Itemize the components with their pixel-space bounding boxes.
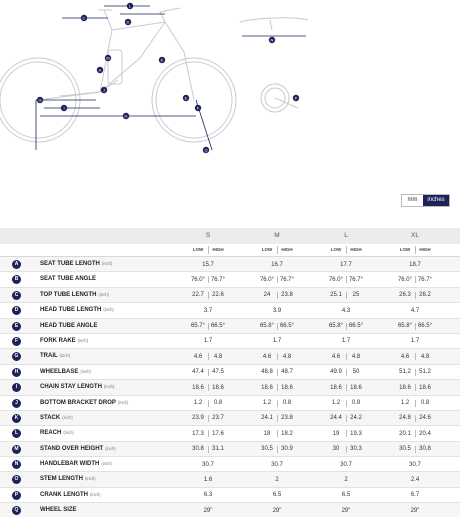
value-low: 19 [332, 430, 340, 437]
high-label: HIGH [350, 247, 362, 252]
value: 2 [275, 476, 279, 483]
value-high: 47.5 [212, 369, 224, 376]
svg-text:C: C [82, 15, 86, 21]
value-high: 24.2 [350, 415, 362, 422]
value-low: 30 [332, 446, 340, 453]
high-label: HIGH [212, 247, 224, 252]
table-row [0, 396, 460, 411]
unit-option-inches[interactable]: inches [423, 195, 449, 206]
value: 30.7 [409, 461, 421, 468]
value-high: 0.8 [213, 400, 223, 407]
svg-text:J: J [103, 87, 105, 93]
value-high: 66.5° [417, 323, 433, 330]
value-low: 48.8 [261, 369, 273, 376]
dimension-label: WHEELBASE (inch) [40, 368, 91, 375]
svg-text:Q: Q [204, 147, 208, 153]
low-high-separator [277, 246, 278, 254]
value-low: 17.3 [192, 430, 204, 437]
value: 2 [344, 476, 348, 483]
geometry-diagram [0, 0, 460, 160]
value: 6.7 [410, 492, 420, 499]
svg-text:L: L [128, 3, 132, 9]
svg-text:A: A [98, 67, 102, 73]
value-high: 30.3 [350, 446, 362, 453]
svg-text:G: G [38, 97, 42, 103]
value-low: 65.8° [328, 323, 344, 330]
low-high-separator [208, 246, 209, 254]
value-high: 76.7° [417, 276, 433, 283]
dimension-badge: D [12, 306, 21, 315]
low-label: LOW [330, 247, 342, 252]
value: 1.7 [203, 338, 213, 345]
value: 30.7 [271, 461, 283, 468]
value-high: 76.7° [279, 276, 295, 283]
value-low: 30.5 [399, 446, 411, 453]
table-row [0, 303, 460, 318]
size-header-m: M [274, 232, 280, 239]
dimension-badge: O [12, 475, 21, 484]
low-label: LOW [192, 247, 204, 252]
value: 1.6 [203, 476, 213, 483]
value-high: 17.6 [212, 430, 224, 437]
svg-text:E: E [160, 57, 164, 63]
dimension-unit: (inch) [103, 384, 115, 390]
value: 29" [203, 507, 213, 514]
dimension-label: CHAIN STAY LENGTH (inch) [40, 384, 115, 391]
dimension-badge: L [12, 429, 21, 438]
value-high: 18.6 [419, 384, 431, 391]
value-low: 4.6 [262, 353, 272, 360]
value: 29" [410, 507, 420, 514]
value-high: 0.8 [282, 400, 292, 407]
value-high: 4.8 [351, 353, 361, 360]
dimension-unit: (inch) [101, 261, 113, 266]
table-row [0, 380, 460, 395]
value-low: 18.6 [399, 384, 411, 391]
dimension-badge: A [12, 260, 21, 269]
value: 29" [341, 507, 351, 514]
table-body [0, 257, 460, 517]
table-row [0, 257, 460, 272]
value-low: 26.3 [399, 292, 411, 299]
value: 17.7 [340, 261, 352, 268]
value: 1.7 [410, 338, 420, 345]
dimension-unit: (inch) [90, 491, 101, 497]
dimension-label: WHEEL SIZE [40, 507, 77, 514]
svg-text:N: N [270, 37, 274, 43]
value-low: 23.9 [192, 415, 204, 422]
value-high: 19.3 [350, 430, 362, 437]
svg-text:D: D [126, 19, 130, 25]
dimension-label: TOP TUBE LENGTH (inch) [40, 291, 109, 298]
table-row [0, 319, 460, 334]
value-high: 50 [352, 369, 360, 376]
value-low: 65.8° [397, 323, 413, 330]
value-low: 30.5 [261, 446, 273, 453]
svg-text:I: I [63, 105, 65, 111]
dimension-badge: K [12, 414, 21, 423]
dimension-unit: (inch) [105, 445, 116, 451]
value-low: 65.7° [190, 323, 206, 330]
dimension-badge: Q [12, 506, 21, 515]
value: 15.7 [202, 261, 214, 268]
table-row [0, 488, 460, 503]
value-low: 76.0° [397, 276, 413, 283]
table-low-high-header [0, 244, 460, 257]
dimension-badge: B [12, 275, 21, 284]
dimension-unit: (inch) [62, 414, 73, 420]
value: 3.7 [203, 307, 213, 314]
value-low: 51.2 [399, 369, 411, 376]
value-low: 1.2 [400, 400, 410, 407]
size-header-s: S [205, 232, 211, 239]
dimension-label: STEM LENGTH (inch) [40, 476, 96, 483]
value-high: 18.6 [281, 384, 293, 391]
value: 30.7 [202, 461, 214, 468]
value-high: 20.4 [419, 430, 431, 437]
value-low: 4.6 [331, 353, 341, 360]
value-high: 4.8 [213, 353, 223, 360]
table-size-header [0, 228, 460, 244]
value-low: 1.2 [331, 400, 341, 407]
dimension-label: SEAT TUBE LENGTH (inch) [40, 261, 113, 267]
value-high: 51.2 [419, 369, 431, 376]
table-row [0, 503, 460, 517]
table-row [0, 272, 460, 287]
value-low: 24.8 [399, 415, 411, 422]
dimension-unit: (inch) [117, 399, 129, 405]
dimension-badge: M [12, 445, 21, 454]
value-low: 24.4 [330, 415, 342, 422]
dimension-badge: C [12, 291, 21, 300]
value: 30.7 [340, 461, 352, 468]
value-low: 25.1 [330, 292, 342, 299]
table-row [0, 349, 460, 364]
dimension-label: TRAIL (inch) [40, 353, 71, 360]
table-row [0, 457, 460, 472]
dimension-badge: J [12, 399, 21, 408]
value-high: 24.6 [419, 415, 431, 422]
value-high: 30.9 [281, 446, 293, 453]
value: 1.7 [272, 338, 282, 345]
value: 29" [272, 507, 282, 514]
table-row [0, 288, 460, 303]
value-low: 18 [263, 430, 271, 437]
value: 3.9 [272, 307, 282, 314]
value-low: 20.1 [399, 430, 411, 437]
value-high: 66.5° [210, 323, 226, 330]
dimension-label: FORK RAKE (inch) [40, 337, 89, 344]
value-high: 30.8 [419, 446, 431, 453]
bike-geometry-illustration [0, 0, 460, 160]
value-high: 76.7° [348, 276, 364, 283]
svg-text:E: E [184, 95, 188, 101]
value-low: 18.6 [192, 384, 204, 391]
value-high: 18.6 [212, 384, 224, 391]
value-high: 18.2 [281, 430, 293, 437]
value-high: 4.8 [282, 353, 292, 360]
value-high: 0.8 [420, 400, 430, 407]
value-high: 18.6 [350, 384, 362, 391]
value-high: 0.8 [351, 400, 361, 407]
value: 4.3 [341, 307, 351, 314]
value-low: 76.0° [328, 276, 344, 283]
value-low: 1.2 [262, 400, 272, 407]
value-low: 24 [263, 292, 271, 299]
value-low: 49.9 [330, 369, 342, 376]
value-low: 4.6 [400, 353, 410, 360]
value-high: 4.8 [420, 353, 430, 360]
size-header-l: L [344, 232, 348, 239]
value-high: 31.1 [212, 446, 224, 453]
table-row [0, 411, 460, 426]
dimension-unit: (inch) [63, 430, 74, 436]
value-high: 26.2 [419, 292, 431, 299]
value-high: 23.8 [281, 415, 293, 422]
value-high: 22.6 [212, 292, 224, 299]
dimension-label: STAND OVER HEIGHT (inch) [40, 445, 116, 452]
dimension-badge: N [12, 460, 21, 469]
value-high: 76.7° [210, 276, 226, 283]
dimension-label: HANDLEBAR WIDTH (inch) [40, 461, 112, 468]
value-low: 30.8 [192, 446, 204, 453]
value-low: 24.1 [261, 415, 273, 422]
dimension-label: STACK (inch) [40, 414, 73, 421]
low-high-separator [346, 246, 347, 254]
table-row [0, 334, 460, 349]
svg-text:F: F [196, 105, 200, 111]
svg-text:M: M [106, 55, 110, 61]
value-high: 66.5° [279, 323, 295, 330]
dimension-unit: (inch) [85, 476, 96, 482]
dimension-badge: H [12, 368, 21, 377]
dimension-label: HEAD TUBE LENGTH (inch) [40, 307, 114, 314]
value: 18.7 [409, 261, 421, 268]
value-low: 1.2 [193, 400, 203, 407]
value: 4.7 [410, 307, 420, 314]
value-high: 66.5° [348, 323, 364, 330]
table-row [0, 472, 460, 487]
table-row [0, 426, 460, 441]
svg-text:H: H [124, 113, 128, 119]
low-label: LOW [261, 247, 273, 252]
value: 6.5 [341, 492, 351, 499]
value: 2.4 [410, 476, 420, 483]
dimension-label: REACH (inch) [40, 430, 74, 437]
geometry-table [0, 228, 460, 517]
value-high: 25 [352, 292, 360, 299]
dimension-unit: (inch) [103, 307, 114, 313]
table-row [0, 365, 460, 380]
low-high-separator [415, 246, 416, 254]
dimension-badge: G [12, 352, 21, 361]
value-low: 18.6 [261, 384, 273, 391]
value-low: 4.6 [193, 353, 203, 360]
dimension-badge: I [12, 383, 21, 392]
dimension-label: BOTTOM BRACKET DROP (inch) [40, 399, 129, 406]
dimension-badge: E [12, 322, 21, 331]
dimension-badge: P [12, 491, 21, 500]
value: 1.7 [341, 338, 351, 345]
table-row [0, 442, 460, 457]
high-label: HIGH [281, 247, 293, 252]
high-label: HIGH [419, 247, 431, 252]
value: 16.7 [271, 261, 283, 268]
value: 6.5 [272, 492, 282, 499]
value-low: 76.0° [190, 276, 206, 283]
value-high: 23.7 [212, 415, 224, 422]
size-header-xl: XL [411, 232, 419, 239]
dimension-unit: (inch) [77, 337, 89, 343]
value-low: 47.4 [192, 369, 204, 376]
dimension-unit: (inch) [98, 291, 109, 297]
dimension-label: CRANK LENGTH (inch) [40, 491, 101, 498]
dimension-unit: (inch) [80, 368, 91, 374]
dimension-badge: F [12, 337, 21, 346]
value: 6.3 [203, 492, 213, 499]
dimension-unit: (inch) [101, 461, 112, 467]
svg-text:P: P [294, 95, 298, 101]
dimension-label: HEAD TUBE ANGLE [40, 322, 98, 329]
low-label: LOW [399, 247, 411, 252]
value-low: 65.8° [259, 323, 275, 330]
value-high: 48.7 [281, 369, 293, 376]
value-high: 23.8 [281, 292, 293, 299]
value-low: 76.0° [259, 276, 275, 283]
unit-toggle [401, 194, 450, 207]
unit-option-mm[interactable]: mm [402, 195, 423, 206]
value-low: 18.6 [330, 384, 342, 391]
value-low: 22.7 [192, 292, 204, 299]
dimension-unit: (inch) [59, 353, 71, 359]
dimension-label: SEAT TUBE ANGLE [40, 276, 97, 283]
